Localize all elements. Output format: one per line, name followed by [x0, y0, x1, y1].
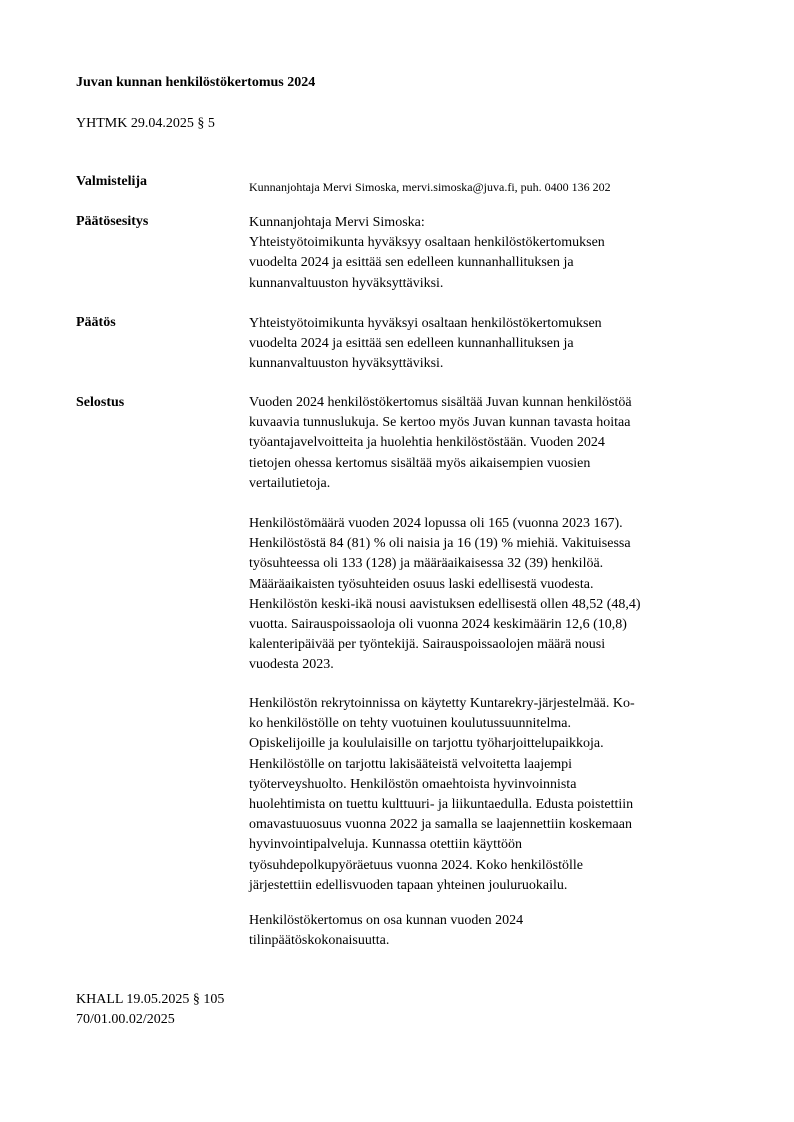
khall-reference: KHALL 19.05.2025 § 105 [76, 992, 225, 1007]
text-line: tietojen ohessa kertomus sisältää myös aikaisempien vuosien [249, 455, 591, 471]
paatos-text [249, 314, 724, 375]
diary-number: 70/01.00.02/2025 [76, 1012, 175, 1027]
text-line: kuvaavia tunnuslukuja. Se kertoo myös Juvan kunnan tavasta hoitaa [249, 415, 631, 431]
text-line: ko henkilöstölle on tehty vuotuinen koulutussuunnitelma. [249, 716, 571, 732]
selostus-paragraph-1 [249, 393, 724, 494]
document-title: Juvan kunnan henkilöstökertomus 2024 [76, 75, 316, 90]
text-line: Kunnanjohtaja Mervi Simoska: [249, 215, 425, 230]
text-line: huolehtimista on tuettu kulttuuri- ja liikuntaedulla. Edusta poistettiin [249, 797, 634, 813]
text-line: työsuhteessa oli 133 (128) ja määräaikaisessa 32 (39) henkilöä. [249, 556, 604, 572]
valmistelija-label: Valmistelija [76, 174, 148, 189]
text-line: Henkilöstön keski-ikä nousi aavistuksen edellisestä ollen 48,52 (48,4) [249, 596, 641, 612]
text-line: vuotta. Sairauspoissaoloja oli vuonna 2024 keskimäärin 12,6 (10,8) [249, 617, 627, 633]
text-line: työantajavelvoitteita ja huolehtia henkilöstöstään. Vuoden 2024 [249, 435, 605, 451]
text-line: tilinpäätöskokonaisuutta. [249, 933, 390, 949]
text-line: Opiskelijoille ja koululaisille on tarjottu työharjoittelupaikkoja. [249, 736, 604, 752]
text-line: vertailutietoja. [249, 475, 331, 491]
text-line: vuodelta 2024 ja esittää sen edelleen kunnanhallituksen ja [249, 255, 574, 271]
text-line: vuodelta 2024 ja esittää sen edelleen kunnanhallituksen ja [249, 336, 574, 352]
text-line: Henkilöstölle on tarjottu lakisääteistä velvoitetta laajempi [249, 756, 573, 772]
text-line: Henkilöstömäärä vuoden 2024 lopussa oli 165 (vuonna 2023 167). [249, 516, 623, 531]
valmistelija-text: Kunnanjohtaja Mervi Simoska, mervi.simoska@juva.fi, puh. 0400 136 202 [249, 180, 611, 194]
meeting-reference: YHTMK 29.04.2025 § 5 [76, 116, 215, 131]
paatos-label: Päätös [76, 315, 116, 330]
text-line: työterveyshuolto. Henkilöstön omaehtoista hyvinvoinnista [249, 776, 577, 792]
text-line: Henkilöstökertomus on osa kunnan vuoden 2024 [249, 913, 524, 928]
text-line: Henkilöstöstä 84 (81) % oli naisia ja 16 (19) % miehiä. Vakituisessa [249, 536, 631, 552]
text-line: kunnanvaltuuston hyväksyttäviksi. [249, 356, 444, 372]
text-line: Yhteistyötoimikunta hyväksyi osaltaan henkilöstökertomuksen [249, 316, 602, 331]
document-footer [76, 990, 224, 1030]
text-line: hyvinvointipalveluja. Kunnassa otettiin käyttöön [249, 837, 522, 853]
text-line: Yhteistyötoimikunta hyväksyy osaltaan henkilöstökertomuksen [249, 235, 605, 251]
text-line: Henkilöstön rekrytoinnissa on käytetty Kuntarekry-järjestelmää. Ko- [249, 696, 635, 711]
selostus-paragraph-2 [249, 514, 724, 676]
text-line: työsuhdepolkupyöräetuus vuonna 2024. Koko henkilöstölle [249, 857, 584, 873]
selostus-paragraph-3 [249, 694, 724, 896]
selostus-paragraph-4 [249, 911, 724, 951]
text-line: järjestettiin edellisvuoden tapaan yhteinen jouluruokailu. [249, 877, 568, 893]
text-line: Vuoden 2024 henkilöstökertomus sisältää Juvan kunnan henkilöstöä [249, 395, 632, 410]
text-line: vuodesta 2023. [249, 657, 334, 673]
paatosesitys-text [249, 213, 724, 294]
selostus-label: Selostus [76, 395, 125, 410]
text-line: Määräaikaisten työsuhteiden osuus laski edellisestä vuodesta. [249, 576, 594, 592]
text-line: kalenteripäivää per työntekijä. Sairauspoissaolojen määrä nousi [249, 637, 606, 653]
text-line: kunnanvaltuuston hyväksyttäviksi. [249, 275, 444, 291]
text-line: omavastuuosuus vuonna 2022 ja samalla se laajennettiin koskemaan [249, 817, 632, 833]
paatosesitys-label: Päätösesitys [76, 214, 149, 229]
